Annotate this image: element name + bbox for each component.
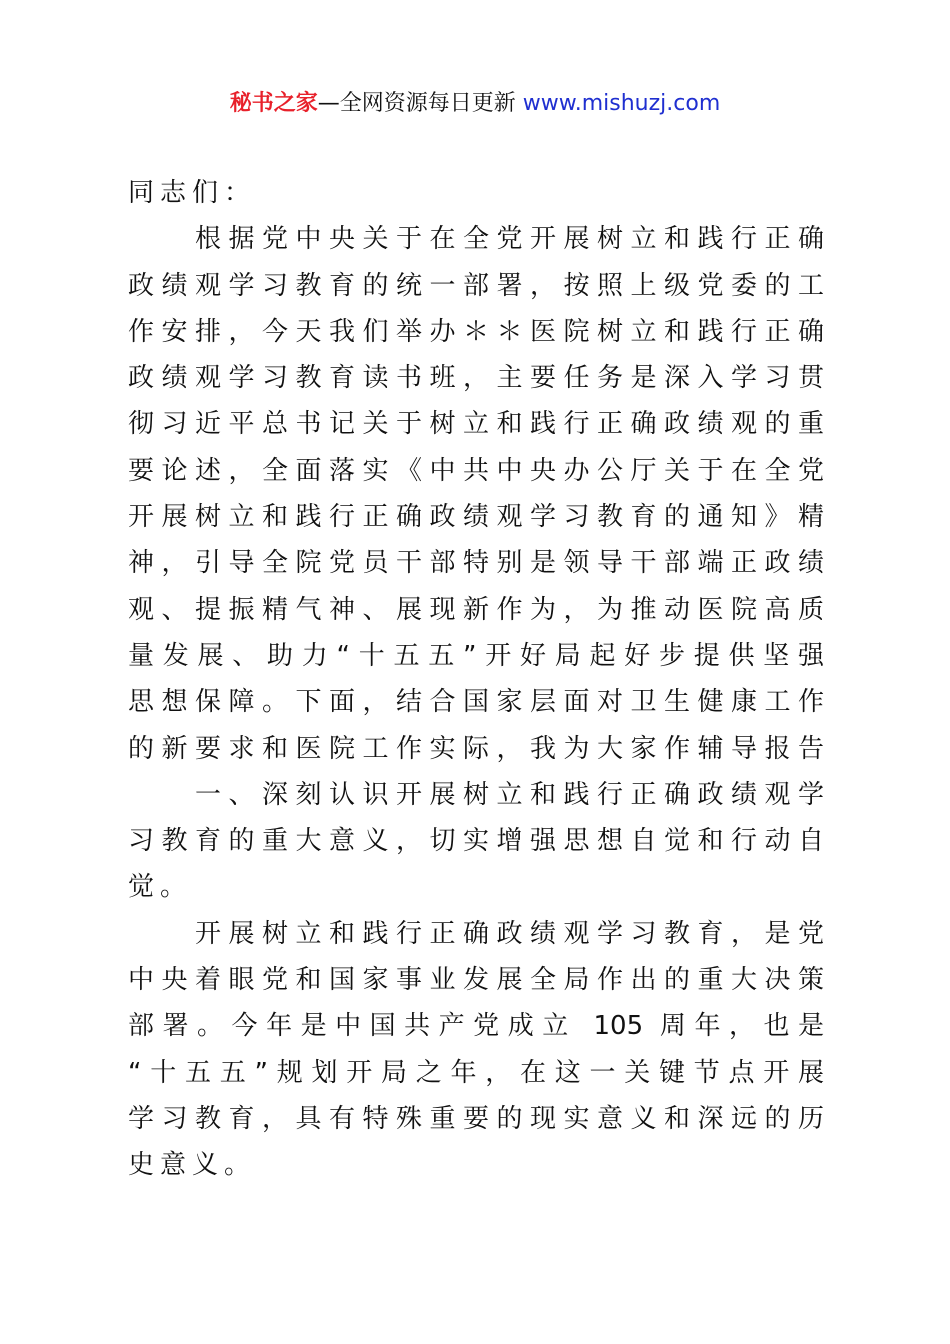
document-body: [128, 170, 824, 1189]
text-line: 作安排，今天我们举办＊＊医院树立和践行正确: [128, 316, 824, 347]
text-line: 彻习近平总书记关于树立和践行正确政绩观的重: [128, 409, 824, 440]
paragraph-significance: [128, 911, 824, 1189]
text-line: 政绩观学习教育的统一部署，按照上级党委的工: [128, 270, 824, 301]
section-heading-1: [128, 772, 824, 911]
text-line: 神，引导全院党员干部特别是领导干部端正政绩: [128, 548, 824, 579]
text-line: 学习教育，具有特殊重要的现实意义和深远的历: [128, 1103, 824, 1134]
text-line: 思想保障。下面，结合国家层面对卫生健康工作: [128, 687, 824, 718]
text-line: 观、提振精气神、展现新作为，为推动医院高质: [128, 594, 824, 625]
site-url-link[interactable]: www.mishuzj.com: [522, 91, 721, 116]
text-line: 量发展、助力“十五五”开好局起好步提供坚强: [128, 640, 824, 671]
text-line: 开展树立和践行正确政绩观学习教育，是党: [128, 918, 824, 949]
site-brand: 秘书之家: [229, 91, 318, 116]
heading-line: 习教育的重大意义，切实增强思想自觉和行动自: [128, 826, 824, 857]
text-line: 史意义。: [128, 1150, 257, 1181]
text-line: 部署。今年是中国共产党成立 105 周年，也是: [128, 1011, 824, 1042]
heading-line: 觉。: [128, 872, 193, 903]
text-line: “十五五”规划开局之年，在这一关键节点开展: [128, 1057, 824, 1088]
paragraph-intro: [128, 216, 824, 772]
text-line: 政绩观学习教育读书班，主要任务是深入学习贯: [128, 363, 824, 394]
salutation: 同志们：: [128, 178, 257, 208]
text-line: 要论述，全面落实《中共中央办公厅关于在全党: [128, 455, 824, 486]
text-line: 根据党中央关于在全党开展树立和践行正确: [128, 224, 824, 255]
text-line: 中央着眼党和国家事业发展全局作出的重大决策: [128, 965, 824, 996]
site-tagline: —全网资源每日更新: [317, 91, 523, 116]
heading-line: 一、深刻认识开展树立和践行正确政绩观学: [128, 779, 824, 810]
text-line: 开展树立和践行正确政绩观学习教育的通知》精: [128, 502, 824, 533]
site-header: [0, 88, 950, 120]
text-line: 的新要求和医院工作实际，我为大家作辅导报告: [128, 733, 824, 764]
